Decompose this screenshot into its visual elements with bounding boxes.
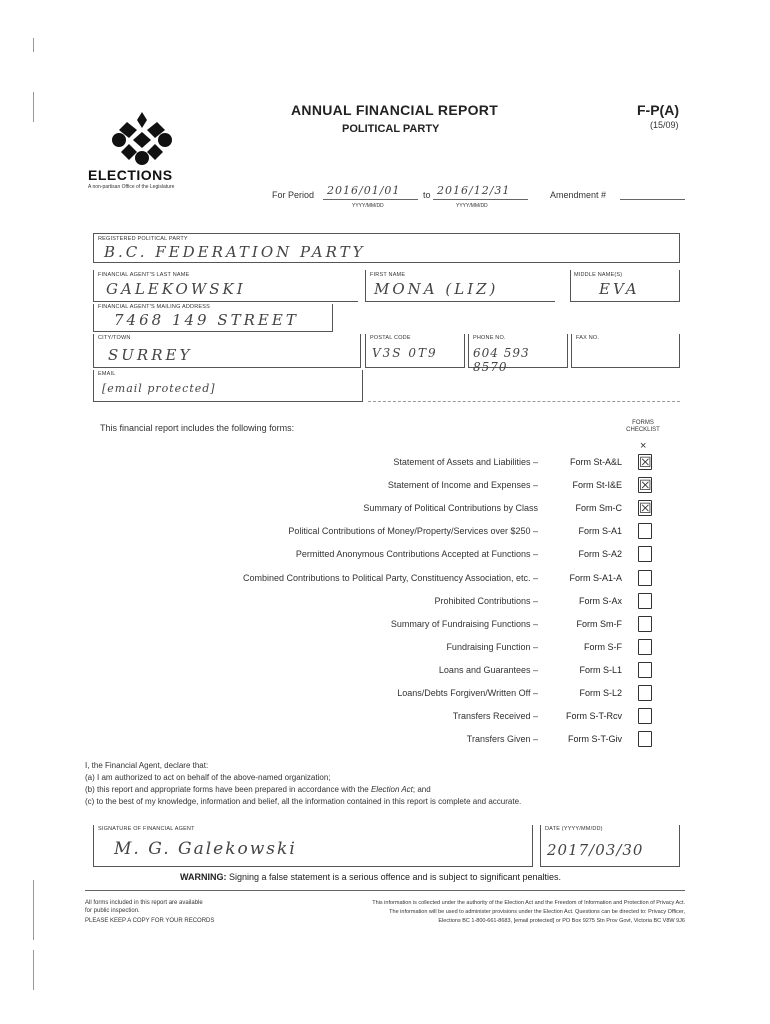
registered-party-field[interactable]	[93, 233, 680, 263]
date-value: 2017/03/30	[547, 841, 644, 859]
postal-code-value: V3S 0T9	[372, 346, 438, 360]
signature-label: SIGNATURE OF FINANCIAL AGENT	[98, 826, 195, 832]
logo-tagline: A non-partisan Office of the Legislature	[88, 184, 175, 190]
phone-field[interactable]	[468, 334, 568, 374]
postal-code-field[interactable]	[365, 334, 465, 368]
footer-right-3: Elections BC 1-800-661-8683, [email protected] or PO Box 9275 Stn Prov Govt, Victoria BC V8W 9J6	[438, 918, 685, 924]
checklist-header: FORMS CHECKLIST	[626, 420, 660, 433]
city-value: SURREY	[108, 346, 193, 364]
form-description: Transfers Received –	[452, 711, 538, 721]
last-name-field[interactable]	[93, 270, 358, 302]
form-description: Statement of Assets and Liabilities –	[393, 457, 538, 467]
middle-name-label: MIDDLE NAME(S)	[574, 272, 623, 278]
signature-value: M. G. Galekowski	[114, 839, 297, 859]
form-description: Political Contributions of Money/Property/Services over $250 –	[288, 526, 538, 536]
form-description: Fundraising Function –	[446, 642, 538, 652]
scan-artifact	[33, 950, 34, 990]
form-code: F-P(A)	[637, 102, 679, 118]
period-to-line	[433, 199, 528, 200]
forms-intro: This financial report includes the following forms:	[100, 423, 295, 433]
form-checkbox[interactable]	[638, 546, 652, 562]
period-from-format: YYYY/MM/DD	[352, 203, 384, 209]
form-code-label: Form S-A1-A	[569, 573, 622, 583]
address-value: 7468 149 STREET	[114, 311, 299, 329]
declaration-line-4: (c) to the best of my knowledge, information and belief, all the information contained in this report is complete and accurate.	[85, 797, 522, 806]
section-divider	[368, 401, 680, 402]
form-description: Loans/Debts Forgiven/Written Off –	[397, 688, 538, 698]
form-description: Loans and Guarantees –	[438, 665, 538, 675]
form-code-label: Form S-L2	[579, 688, 622, 698]
period-from-line	[323, 199, 418, 200]
form-code-label: Form S-A1	[578, 526, 622, 536]
declaration-line-3	[85, 785, 431, 794]
form-description: Prohibited Contributions –	[434, 596, 538, 606]
period-to-value[interactable]: 2016/12/31	[437, 184, 511, 197]
warning	[180, 872, 561, 882]
form-code-label: Form S-T-Giv	[568, 734, 622, 744]
form-checkbox[interactable]	[638, 593, 652, 609]
declaration-line-2: (a) I am authorized to act on behalf of the above-named organization;	[85, 773, 331, 782]
form-code-label: Form S-F	[584, 642, 622, 652]
page-subtitle: POLITICAL PARTY	[342, 123, 440, 135]
fax-label: FAX NO.	[576, 335, 600, 341]
form-code-label: Form S-Ax	[578, 596, 622, 606]
logo-text: ELECTIONS	[88, 167, 173, 183]
scan-artifact	[33, 880, 34, 940]
form-description: Statement of Income and Expenses –	[387, 480, 538, 490]
last-name-label: FINANCIAL AGENT'S LAST NAME	[98, 272, 190, 278]
email-label: EMAIL	[98, 371, 116, 377]
form-code-label: Form Sm-C	[575, 503, 622, 513]
form-checkbox[interactable]	[638, 639, 652, 655]
form-code-label: Form S-A2	[578, 549, 622, 559]
period-to-label: to	[423, 190, 431, 200]
footer-right-1: This information is collected under the authority of the Election Act and the Freedom of Information and Protection of Privacy Act.	[372, 900, 685, 906]
phone-label: PHONE NO.	[473, 335, 506, 341]
warning-label: WARNING:	[180, 872, 227, 882]
city-label: CITY/TOWN	[98, 335, 131, 341]
registered-party-label: REGISTERED POLITICAL PARTY	[98, 236, 188, 242]
fax-field[interactable]	[571, 334, 680, 368]
address-label: FINANCIAL AGENT'S MAILING ADDRESS	[98, 304, 210, 310]
first-name-label: FIRST NAME	[370, 272, 406, 278]
form-checkbox[interactable]	[638, 731, 652, 747]
form-checkbox[interactable]: ☒	[639, 477, 652, 493]
page-title: ANNUAL FINANCIAL REPORT	[291, 102, 499, 118]
declaration-line-3-a: (b) this report and appropriate forms have been prepared in accordance with the	[85, 785, 371, 794]
form-code-label: Form St-A&L	[569, 457, 622, 467]
election-act-ref: Election Act	[370, 785, 413, 794]
declaration-line-3-b: ; and	[412, 785, 431, 794]
form-description: Summary of Fundraising Functions –	[390, 619, 538, 629]
form-checkbox[interactable]: ☒	[639, 500, 652, 516]
middle-name-field[interactable]	[570, 270, 680, 302]
form-checkbox[interactable]: ☒	[639, 454, 652, 470]
footer-left-3: PLEASE KEEP A COPY FOR YOUR RECORDS	[85, 918, 215, 924]
form-code-label: Form Sm-F	[576, 619, 622, 629]
form-checkbox[interactable]	[638, 523, 652, 539]
city-field[interactable]	[93, 334, 361, 368]
scan-artifact	[33, 92, 34, 122]
period-label: For Period	[272, 190, 315, 200]
form-description: Combined Contributions to Political Party, Constituency Association, etc. –	[243, 573, 538, 583]
scan-artifact	[33, 38, 34, 52]
footer-left-2: for public inspection.	[85, 908, 140, 914]
date-label: DATE (YYYY/MM/DD)	[545, 826, 603, 832]
form-code-label: Form S-T-Rcv	[566, 711, 622, 721]
address-field[interactable]	[93, 304, 333, 332]
period-from-value[interactable]: 2016/01/01	[327, 184, 401, 197]
declaration-line-1: I, the Financial Agent, declare that:	[85, 761, 209, 770]
first-name-field[interactable]	[365, 270, 555, 302]
checklist-mark: ×	[640, 440, 647, 452]
footer-divider	[85, 890, 685, 891]
form-code-label: Form St-I&E	[572, 480, 622, 490]
period-to-format: YYYY/MM/DD	[456, 203, 488, 209]
middle-name-value: EVA	[599, 280, 640, 298]
first-name-value: MONA (LIZ)	[374, 280, 499, 298]
form-checkbox[interactable]	[638, 708, 652, 724]
form-description: Summary of Political Contributions by Class	[363, 503, 538, 513]
form-description: Transfers Given –	[466, 734, 538, 744]
phone-value: 604 593 8570	[473, 346, 530, 374]
registered-party-value: B.C. FEDERATION PARTY	[104, 243, 366, 261]
form-checkbox[interactable]	[638, 616, 652, 632]
warning-text: Signing a false statement is a serious offence and is subject to significant penalties.	[229, 872, 562, 882]
form-code-label: Form S-L1	[579, 665, 622, 675]
form-checkbox[interactable]	[638, 685, 652, 701]
form-version: (15/09)	[650, 120, 679, 130]
email-field[interactable]	[93, 370, 363, 402]
last-name-value: GALEKOWSKI	[106, 280, 246, 298]
footer-left-1: All forms included in this report are available	[85, 900, 203, 906]
form-checkbox[interactable]	[638, 662, 652, 678]
elections-bc-logo	[107, 108, 177, 168]
postal-code-label: POSTAL CODE	[370, 335, 411, 341]
form-description: Permitted Anonymous Contributions Accepted at Functions –	[295, 549, 538, 559]
form-checkbox[interactable]	[638, 570, 652, 586]
amendment-field[interactable]	[620, 199, 685, 200]
date-field[interactable]	[540, 825, 680, 867]
email-value: [email protected]	[102, 382, 216, 395]
amendment-label: Amendment #	[550, 190, 607, 200]
footer-right-2: The information will be used to administer provisions under the Election Act. Questions can be directed to: Privacy Officer,	[389, 909, 685, 915]
signature-field[interactable]	[93, 825, 533, 867]
